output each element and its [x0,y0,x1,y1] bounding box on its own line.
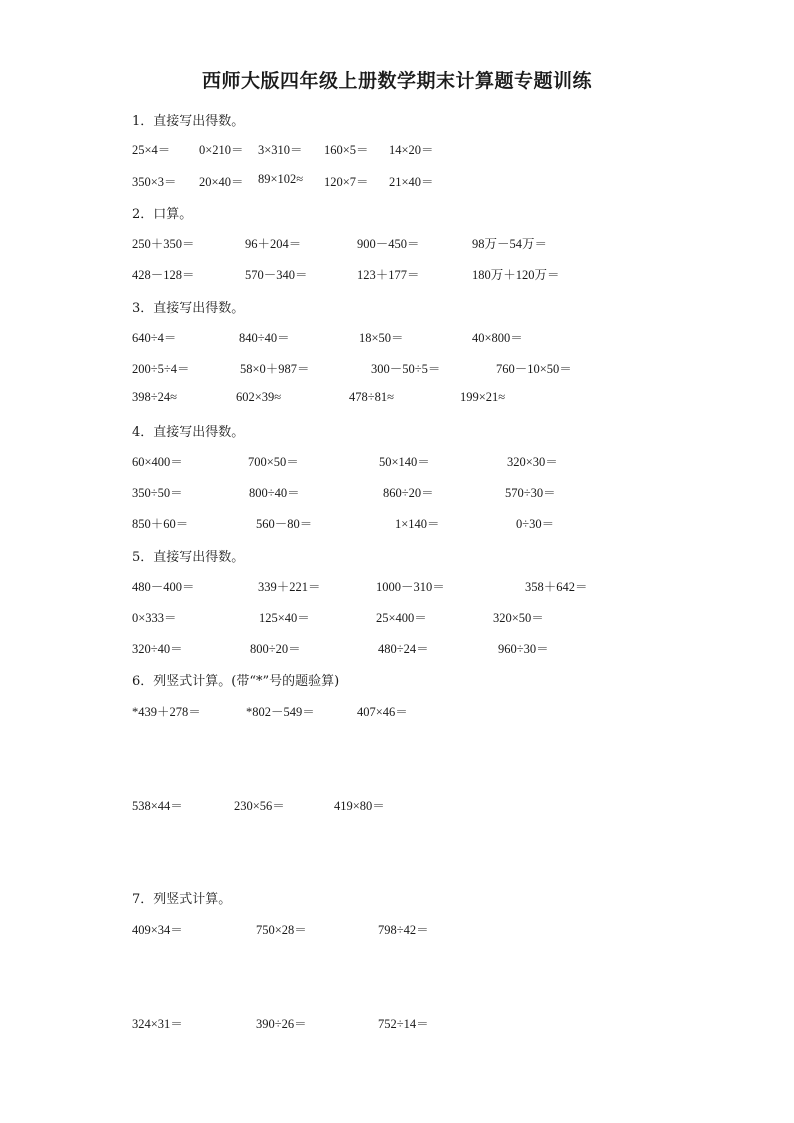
problem-item: 0×333＝ [132,611,177,625]
problem-row [0,172,794,192]
problem-item: 398÷24≈ [132,390,177,404]
problem-row [0,608,794,628]
problem-item: 538×44＝ [132,799,183,813]
problem-item: 50×140＝ [379,455,430,469]
problem-item: 320÷40＝ [132,642,183,656]
problem-item: 89×102≈ [258,172,304,186]
problem-row [0,359,794,379]
problem-item: 860÷20＝ [383,486,434,500]
problem-item: 120×7＝ [324,175,369,189]
problem-row [0,483,794,503]
section-heading-4: 4．直接写出得数。 [132,425,245,440]
section-heading-6: 6．列竖式计算。(带“*”号的题验算) [132,674,340,689]
section-heading-1: 1．直接写出得数。 [132,114,245,129]
problem-item: 602×39≈ [236,390,282,404]
problem-item: 800÷20＝ [250,642,301,656]
problem-item: 700×50＝ [248,455,299,469]
problem-item: 560－80＝ [256,517,313,531]
problem-row [0,920,794,940]
problem-item: 419×80＝ [334,799,385,813]
problem-item: 3×310＝ [258,143,303,157]
problem-item: 350×3＝ [132,175,177,189]
section-heading-5: 5．直接写出得数。 [132,550,245,565]
problem-item: 750×28＝ [256,923,307,937]
problem-item: 480÷24＝ [378,642,429,656]
problem-item: 0÷30＝ [516,517,555,531]
problem-item: 320×50＝ [493,611,544,625]
problem-item: 640÷4＝ [132,331,177,345]
problem-row [0,328,794,348]
problem-item: 798÷42＝ [378,923,429,937]
problem-item: 480－400＝ [132,580,195,594]
problem-item: 230×56＝ [234,799,285,813]
problem-row [0,796,794,816]
problem-item: 14×20＝ [389,143,434,157]
problem-item: 390÷26＝ [256,1017,307,1031]
problem-item: 358＋642＝ [525,580,588,594]
section-heading-2: 2．口算。 [132,207,193,222]
problem-item: 1000－310＝ [376,580,445,594]
problem-item: 60×400＝ [132,455,183,469]
problem-item: 18×50＝ [359,331,404,345]
problem-row [0,140,794,160]
problem-row [0,1014,794,1034]
problem-item: 40×800＝ [472,331,523,345]
problem-item: 407×46＝ [357,705,408,719]
problem-item: 21×40＝ [389,175,434,189]
problem-item: *802－549＝ [246,705,315,719]
problem-item: 160×5＝ [324,143,369,157]
problem-item: 570－340＝ [245,268,308,282]
problem-item: 350÷50＝ [132,486,183,500]
problem-item: 180万＋120万＝ [472,268,560,282]
problem-item: *439＋278＝ [132,705,201,719]
problem-item: 339＋221＝ [258,580,321,594]
problem-item: 25×4＝ [132,143,171,157]
problem-item: 840÷40＝ [239,331,290,345]
problem-item: 250＋350＝ [132,237,195,251]
problem-item: 320×30＝ [507,455,558,469]
problem-row [0,452,794,472]
problem-item: 25×400＝ [376,611,427,625]
problem-row [0,514,794,534]
problem-item: 752÷14＝ [378,1017,429,1031]
problem-item: 200÷5÷4＝ [132,362,190,376]
problem-item: 125×40＝ [259,611,310,625]
problem-item: 0×210＝ [199,143,244,157]
problem-item: 900－450＝ [357,237,420,251]
problem-item: 570÷30＝ [505,486,556,500]
problem-item: 58×0＋987＝ [240,362,310,376]
problem-row [0,702,794,722]
problem-row [0,577,794,597]
problem-item: 199×21≈ [460,390,506,404]
problem-item: 1×140＝ [395,517,440,531]
section-heading-7: 7．列竖式计算。 [132,892,232,907]
problem-item: 123＋177＝ [357,268,420,282]
problem-row [0,234,794,254]
problem-item: 20×40＝ [199,175,244,189]
problem-item: 850＋60＝ [132,517,189,531]
problem-item: 324×31＝ [132,1017,183,1031]
problem-item: 96＋204＝ [245,237,302,251]
problem-row [0,390,794,410]
problem-item: 478÷81≈ [349,390,394,404]
problem-item: 428－128＝ [132,268,195,282]
problem-row [0,639,794,659]
problem-item: 800÷40＝ [249,486,300,500]
problem-item: 760－10×50＝ [496,362,572,376]
problem-item: 300－50÷5＝ [371,362,441,376]
section-heading-3: 3．直接写出得数。 [132,301,245,316]
page-title: 西师大版四年级上册数学期末计算题专题训练 [201,70,592,92]
problem-row [0,265,794,285]
problem-item: 960÷30＝ [498,642,549,656]
problem-item: 98万－54万＝ [472,237,548,251]
problem-item: 409×34＝ [132,923,183,937]
